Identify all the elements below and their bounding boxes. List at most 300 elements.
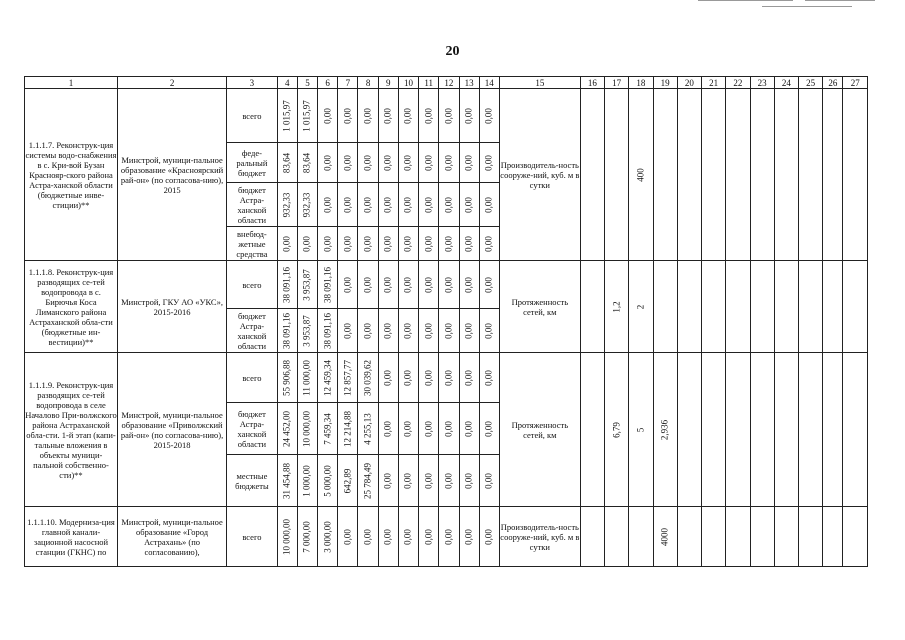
amount-cell [277, 143, 297, 183]
amount-cell [439, 227, 459, 261]
amount-cell [338, 143, 358, 183]
amount-cell [479, 309, 499, 353]
indicator-value [677, 89, 701, 261]
amount-cell-text: 0,00 [463, 472, 474, 489]
amount-cell [338, 507, 358, 567]
amount-cell-text: 0,00 [483, 472, 494, 489]
indicator-value [774, 353, 798, 507]
amount-cell [277, 455, 297, 507]
indicator-value [605, 261, 629, 353]
amount-cell-text: 0,00 [382, 276, 393, 293]
amount-cell [277, 309, 297, 353]
amount-cell-text: 0,00 [423, 420, 434, 437]
funding-source: всего [227, 89, 278, 143]
amount-cell [398, 309, 418, 353]
indicator-value [750, 507, 774, 567]
amount-cell [338, 403, 358, 455]
amount-cell-text: 0,00 [463, 276, 474, 293]
amount-cell [318, 261, 338, 309]
indicator-value-text: 6,79 [611, 421, 622, 438]
indicator-value-text: 400 [635, 167, 646, 182]
amount-cell-text: 0,00 [463, 235, 474, 252]
amount-cell [459, 183, 479, 227]
amount-cell [398, 403, 418, 455]
amount-cell [398, 89, 418, 143]
amount-cell [439, 353, 459, 403]
indicator-value [774, 261, 798, 353]
amount-cell-text: 0,00 [342, 196, 353, 213]
funding-source: бюджет Астра-ханской области [227, 309, 278, 353]
amount-cell [277, 353, 297, 403]
amount-cell [398, 455, 418, 507]
indicator-value [702, 507, 726, 567]
funding-source: феде-ральный бюджет [227, 143, 278, 183]
amount-cell [479, 227, 499, 261]
amount-cell [459, 403, 479, 455]
amount-cell [419, 353, 439, 403]
amount-cell-text: 0,00 [322, 235, 333, 252]
amount-cell-text: 0,00 [382, 154, 393, 171]
amount-cell [358, 309, 378, 353]
amount-cell [358, 507, 378, 567]
amount-cell [378, 353, 398, 403]
amount-cell [297, 183, 317, 227]
amount-cell-text: 932,33 [281, 192, 292, 217]
amount-cell-text: 1 015,97 [281, 99, 292, 132]
amount-cell-text: 0,00 [382, 322, 393, 339]
amount-cell [419, 89, 439, 143]
indicator-value-text: 4000 [659, 527, 670, 546]
indicator-value [726, 261, 750, 353]
indicator-value [726, 507, 750, 567]
indicator-value [580, 261, 604, 353]
amount-cell [297, 261, 317, 309]
indicator-value [580, 353, 604, 507]
column-number: 14 [479, 77, 499, 89]
amount-cell-text: 25 784,49 [362, 462, 373, 499]
amount-cell [398, 143, 418, 183]
amount-cell-text: 31 454,88 [281, 462, 292, 499]
amount-cell [439, 183, 459, 227]
amount-cell [419, 183, 439, 227]
amount-cell-text: 0,00 [423, 154, 434, 171]
amount-cell-text: 0,00 [382, 420, 393, 437]
amount-cell-text: 0,00 [463, 420, 474, 437]
column-number: 23 [750, 77, 774, 89]
amount-cell-text: 0,00 [423, 322, 434, 339]
column-number: 6 [318, 77, 338, 89]
amount-cell-text: 0,00 [483, 154, 494, 171]
amount-cell [318, 403, 338, 455]
amount-cell-text: 0,00 [483, 235, 494, 252]
amount-cell-text: 0,00 [463, 154, 474, 171]
indicator-value [799, 89, 823, 261]
amount-cell [277, 227, 297, 261]
amount-cell-text: 0,00 [483, 107, 494, 124]
amount-cell-text: 1 000,00 [301, 464, 312, 497]
amount-cell-text: 0,00 [463, 528, 474, 545]
scan-edge-line [762, 6, 852, 7]
column-number: 5 [297, 77, 317, 89]
amount-cell [479, 261, 499, 309]
amount-cell [378, 507, 398, 567]
amount-cell [297, 507, 317, 567]
indicator-value [843, 507, 868, 567]
amount-cell-text: 0,00 [342, 235, 353, 252]
column-number: 16 [580, 77, 604, 89]
amount-cell [318, 183, 338, 227]
amount-cell-text: 10 000,00 [281, 518, 292, 555]
amount-cell-text: 0,00 [463, 196, 474, 213]
amount-cell [297, 353, 317, 403]
indicator-value [750, 353, 774, 507]
amount-cell [318, 507, 338, 567]
indicator-value [750, 261, 774, 353]
column-number: 7 [338, 77, 358, 89]
amount-cell-text: 38 091,16 [281, 266, 292, 303]
amount-cell-text: 0,00 [362, 322, 373, 339]
amount-cell-text: 0,00 [322, 154, 333, 171]
indicator-value [653, 507, 677, 567]
executor-cell: Минстрой, ГКУ АО «УКС», 2015-2016 [117, 261, 226, 353]
indicator-value [799, 353, 823, 507]
page-number: 20 [445, 44, 460, 59]
amount-cell [459, 353, 479, 403]
amount-cell-text: 12 459,34 [322, 359, 333, 396]
amount-cell-text: 0,00 [402, 322, 413, 339]
column-number: 13 [459, 77, 479, 89]
indicator-value [726, 353, 750, 507]
amount-cell [479, 507, 499, 567]
amount-cell [297, 89, 317, 143]
indicator-value [653, 353, 677, 507]
amount-cell-text: 642,89 [342, 468, 353, 493]
amount-cell-text: 0,00 [443, 154, 454, 171]
amount-cell-text: 0,00 [443, 276, 454, 293]
amount-cell-text: 0,00 [382, 107, 393, 124]
amount-cell [439, 143, 459, 183]
amount-cell-text: 0,00 [483, 196, 494, 213]
amount-cell [439, 403, 459, 455]
amount-cell-text: 5 000,00 [322, 464, 333, 497]
indicator-value [774, 89, 798, 261]
table-row [25, 353, 868, 403]
amount-cell [479, 183, 499, 227]
measure-name: 1.1.1.7. Реконструк-ция системы водо-снабжения в с. Кри-вой Бузан Краснояр-ского района Астра-ханской области (бюджетные инве-стиции)** [25, 89, 118, 261]
column-number: 27 [843, 77, 868, 89]
amount-cell-text: 3 953,87 [301, 314, 312, 347]
amount-cell-text: 0,00 [342, 107, 353, 124]
indicator-value [580, 89, 604, 261]
column-number: 11 [419, 77, 439, 89]
column-number: 25 [799, 77, 823, 89]
amount-cell [419, 507, 439, 567]
column-number: 3 [227, 77, 278, 89]
scan-edge-line [805, 0, 875, 1]
indicator-value [843, 261, 868, 353]
amount-cell [297, 455, 317, 507]
amount-cell-text: 0,00 [443, 107, 454, 124]
amount-cell-text: 0,00 [342, 154, 353, 171]
amount-cell [318, 353, 338, 403]
amount-cell-text: 0,00 [402, 107, 413, 124]
amount-cell [419, 455, 439, 507]
amount-cell [277, 261, 297, 309]
amount-cell-text: 3 953,87 [301, 268, 312, 301]
indicator-value [629, 261, 653, 353]
amount-cell [378, 183, 398, 227]
amount-cell-text: 0,00 [402, 528, 413, 545]
amount-cell [479, 353, 499, 403]
amount-cell [479, 403, 499, 455]
amount-cell-text: 0,00 [483, 369, 494, 386]
amount-cell-text: 0,00 [463, 369, 474, 386]
amount-cell-text: 10 000,00 [301, 410, 312, 447]
measure-name: 1.1.1.10. Модерниза-ция главной канали-зационной насосной станции (ГКНС) по [25, 507, 118, 567]
amount-cell-text: 0,00 [423, 276, 434, 293]
amount-cell-text: 0,00 [443, 420, 454, 437]
amount-cell [459, 143, 479, 183]
amount-cell [479, 89, 499, 143]
amount-cell [338, 455, 358, 507]
column-number: 15 [499, 77, 580, 89]
indicator-value-text: 2 [635, 304, 646, 309]
amount-cell-text: 0,00 [301, 235, 312, 252]
amount-cell-text: 0,00 [362, 107, 373, 124]
column-number: 21 [702, 77, 726, 89]
amount-cell [338, 353, 358, 403]
column-number: 26 [823, 77, 843, 89]
amount-cell-text: 0,00 [402, 235, 413, 252]
amount-cell [378, 89, 398, 143]
amount-cell [419, 403, 439, 455]
executor-cell: Минстрой, муници-пальное образование «Город Астрахань» (по согласованию), [117, 507, 226, 567]
indicator-value [580, 507, 604, 567]
amount-cell-text: 0,00 [362, 276, 373, 293]
amount-cell [318, 227, 338, 261]
amount-cell [358, 227, 378, 261]
amount-cell-text: 0,00 [382, 528, 393, 545]
amount-cell-text: 0,00 [382, 472, 393, 489]
amount-cell-text: 0,00 [463, 107, 474, 124]
table-row [25, 89, 868, 143]
indicator-value-text: 5 [635, 427, 646, 432]
amount-cell [318, 309, 338, 353]
amount-cell-text: 38 091,16 [281, 312, 292, 349]
amount-cell [297, 143, 317, 183]
amount-cell-text: 0,00 [382, 196, 393, 213]
indicator-name: Производитель-ность сооруже-ний, куб. м в сутки [499, 89, 580, 261]
amount-cell [419, 227, 439, 261]
column-number: 17 [605, 77, 629, 89]
amount-cell-text: 0,00 [382, 369, 393, 386]
amount-cell-text: 0,00 [322, 107, 333, 124]
funding-source: бюджет Астра-ханской области [227, 183, 278, 227]
amount-cell [358, 89, 378, 143]
indicator-value [823, 507, 843, 567]
indicator-value [843, 353, 868, 507]
amount-cell-text: 11 000,00 [301, 359, 312, 396]
column-number: 10 [398, 77, 418, 89]
amount-cell-text: 0,00 [483, 528, 494, 545]
column-number: 2 [117, 77, 226, 89]
amount-cell [439, 261, 459, 309]
funding-source: всего [227, 261, 278, 309]
amount-cell [297, 227, 317, 261]
amount-cell [398, 227, 418, 261]
funding-source: местные бюджеты [227, 455, 278, 507]
amount-cell-text: 12 214,88 [342, 410, 353, 447]
amount-cell-text: 0,00 [342, 276, 353, 293]
amount-cell-text: 0,00 [443, 472, 454, 489]
amount-cell-text: 0,00 [281, 235, 292, 252]
amount-cell-text: 0,00 [443, 235, 454, 252]
amount-cell [459, 89, 479, 143]
table-row [25, 507, 868, 567]
column-number-row [25, 77, 868, 89]
amount-cell [439, 309, 459, 353]
funding-source: внебюд-жетные средства [227, 227, 278, 261]
measure-name: 1.1.1.8. Реконструк-ция разводящих се-тей водопровода в с. Бирючья Коса Лиманского района Астраханской обла-сти (бюджетные ин-вестиции)** [25, 261, 118, 353]
amount-cell-text: 0,00 [423, 528, 434, 545]
amount-cell [358, 455, 378, 507]
indicator-value [799, 261, 823, 353]
executor-cell: Минстрой, муници-пальное образование «Приволжский рай-он» (по согласова-нию), 2015-2018 [117, 353, 226, 507]
indicator-value [605, 353, 629, 507]
amount-cell-text: 0,00 [423, 235, 434, 252]
amount-cell [277, 89, 297, 143]
indicator-value [823, 89, 843, 261]
column-number: 9 [378, 77, 398, 89]
amount-cell [398, 507, 418, 567]
amount-cell-text: 932,33 [301, 192, 312, 217]
amount-cell [318, 143, 338, 183]
indicator-value [750, 89, 774, 261]
amount-cell [419, 309, 439, 353]
amount-cell-text: 4 255,13 [362, 412, 373, 445]
indicator-value [799, 507, 823, 567]
indicator-name: Протяженность сетей, км [499, 261, 580, 353]
indicator-value [653, 89, 677, 261]
measure-name: 1.1.1.9. Реконструк-ция разводящих се-тей водопровода в селе Началово При-волжского района Астраханской обла-сти. 1-й этап (капи-тальные вложения в объекты муници-пальной собственно-сти)** [25, 353, 118, 507]
amount-cell-text: 38 091,16 [322, 312, 333, 349]
amount-cell [297, 403, 317, 455]
indicator-value [823, 353, 843, 507]
column-number: 4 [277, 77, 297, 89]
column-number: 12 [439, 77, 459, 89]
amount-cell-text: 0,00 [483, 420, 494, 437]
table-row [25, 261, 868, 309]
indicator-value [629, 507, 653, 567]
amount-cell-text: 83,64 [281, 152, 292, 173]
indicator-name: Производитель-ность сооруже-ний, куб. м в сутки [499, 507, 580, 567]
amount-cell [358, 261, 378, 309]
amount-cell-text: 0,00 [443, 322, 454, 339]
amount-cell-text: 7 459,34 [322, 412, 333, 445]
amount-cell [358, 353, 378, 403]
amount-cell-text: 0,00 [483, 276, 494, 293]
indicator-value [605, 89, 629, 261]
indicator-value [653, 261, 677, 353]
indicator-name: Протяженность сетей, км [499, 353, 580, 507]
amount-cell-text: 0,00 [362, 154, 373, 171]
amount-cell [419, 143, 439, 183]
amount-cell [318, 89, 338, 143]
amount-cell-text: 0,00 [402, 276, 413, 293]
amount-cell [338, 183, 358, 227]
indicator-value [823, 261, 843, 353]
amount-cell-text: 0,00 [342, 528, 353, 545]
funding-source: всего [227, 507, 278, 567]
amount-cell-text: 0,00 [423, 472, 434, 489]
amount-cell [338, 261, 358, 309]
amount-cell [479, 143, 499, 183]
amount-cell-text: 12 857,77 [342, 359, 353, 396]
amount-cell [378, 309, 398, 353]
amount-cell [459, 455, 479, 507]
amount-cell [318, 455, 338, 507]
amount-cell [277, 507, 297, 567]
amount-cell-text: 24 452,00 [281, 410, 292, 447]
amount-cell [439, 455, 459, 507]
amount-cell-text: 0,00 [402, 196, 413, 213]
column-number: 19 [653, 77, 677, 89]
amount-cell [297, 309, 317, 353]
indicator-value [629, 89, 653, 261]
indicator-value [702, 89, 726, 261]
indicator-value [702, 353, 726, 507]
amount-cell [378, 227, 398, 261]
amount-cell [358, 143, 378, 183]
amount-cell-text: 0,00 [423, 196, 434, 213]
indicator-value [677, 353, 701, 507]
amount-cell-text: 3 000,00 [322, 520, 333, 553]
amount-cell-text: 0,00 [423, 369, 434, 386]
amount-cell-text: 0,00 [402, 369, 413, 386]
amount-cell-text: 0,00 [443, 369, 454, 386]
amount-cell-text: 0,00 [463, 322, 474, 339]
amount-cell [378, 403, 398, 455]
amount-cell-text: 38 091,16 [322, 266, 333, 303]
indicator-value-text: 1,2 [611, 300, 622, 313]
amount-cell-text: 0,00 [483, 322, 494, 339]
amount-cell-text: 0,00 [402, 472, 413, 489]
amount-cell-text: 0,00 [423, 107, 434, 124]
amount-cell [378, 261, 398, 309]
indicator-value [605, 507, 629, 567]
scan-edge-line [698, 0, 793, 1]
indicator-value [677, 507, 701, 567]
indicator-value [774, 507, 798, 567]
amount-cell [439, 507, 459, 567]
amount-cell [398, 261, 418, 309]
amount-cell [398, 353, 418, 403]
amount-cell-text: 0,00 [382, 235, 393, 252]
indicator-value [843, 89, 868, 261]
amount-cell [338, 309, 358, 353]
amount-cell-text: 0,00 [362, 235, 373, 252]
amount-cell [358, 183, 378, 227]
column-number: 8 [358, 77, 378, 89]
amount-cell-text: 55 906,88 [281, 359, 292, 396]
column-number: 20 [677, 77, 701, 89]
amount-cell [419, 261, 439, 309]
amount-cell [378, 143, 398, 183]
amount-cell-text: 7 000,00 [301, 520, 312, 553]
amount-cell-text: 0,00 [443, 196, 454, 213]
amount-cell-text: 1 015,97 [301, 99, 312, 132]
amount-cell [459, 309, 479, 353]
